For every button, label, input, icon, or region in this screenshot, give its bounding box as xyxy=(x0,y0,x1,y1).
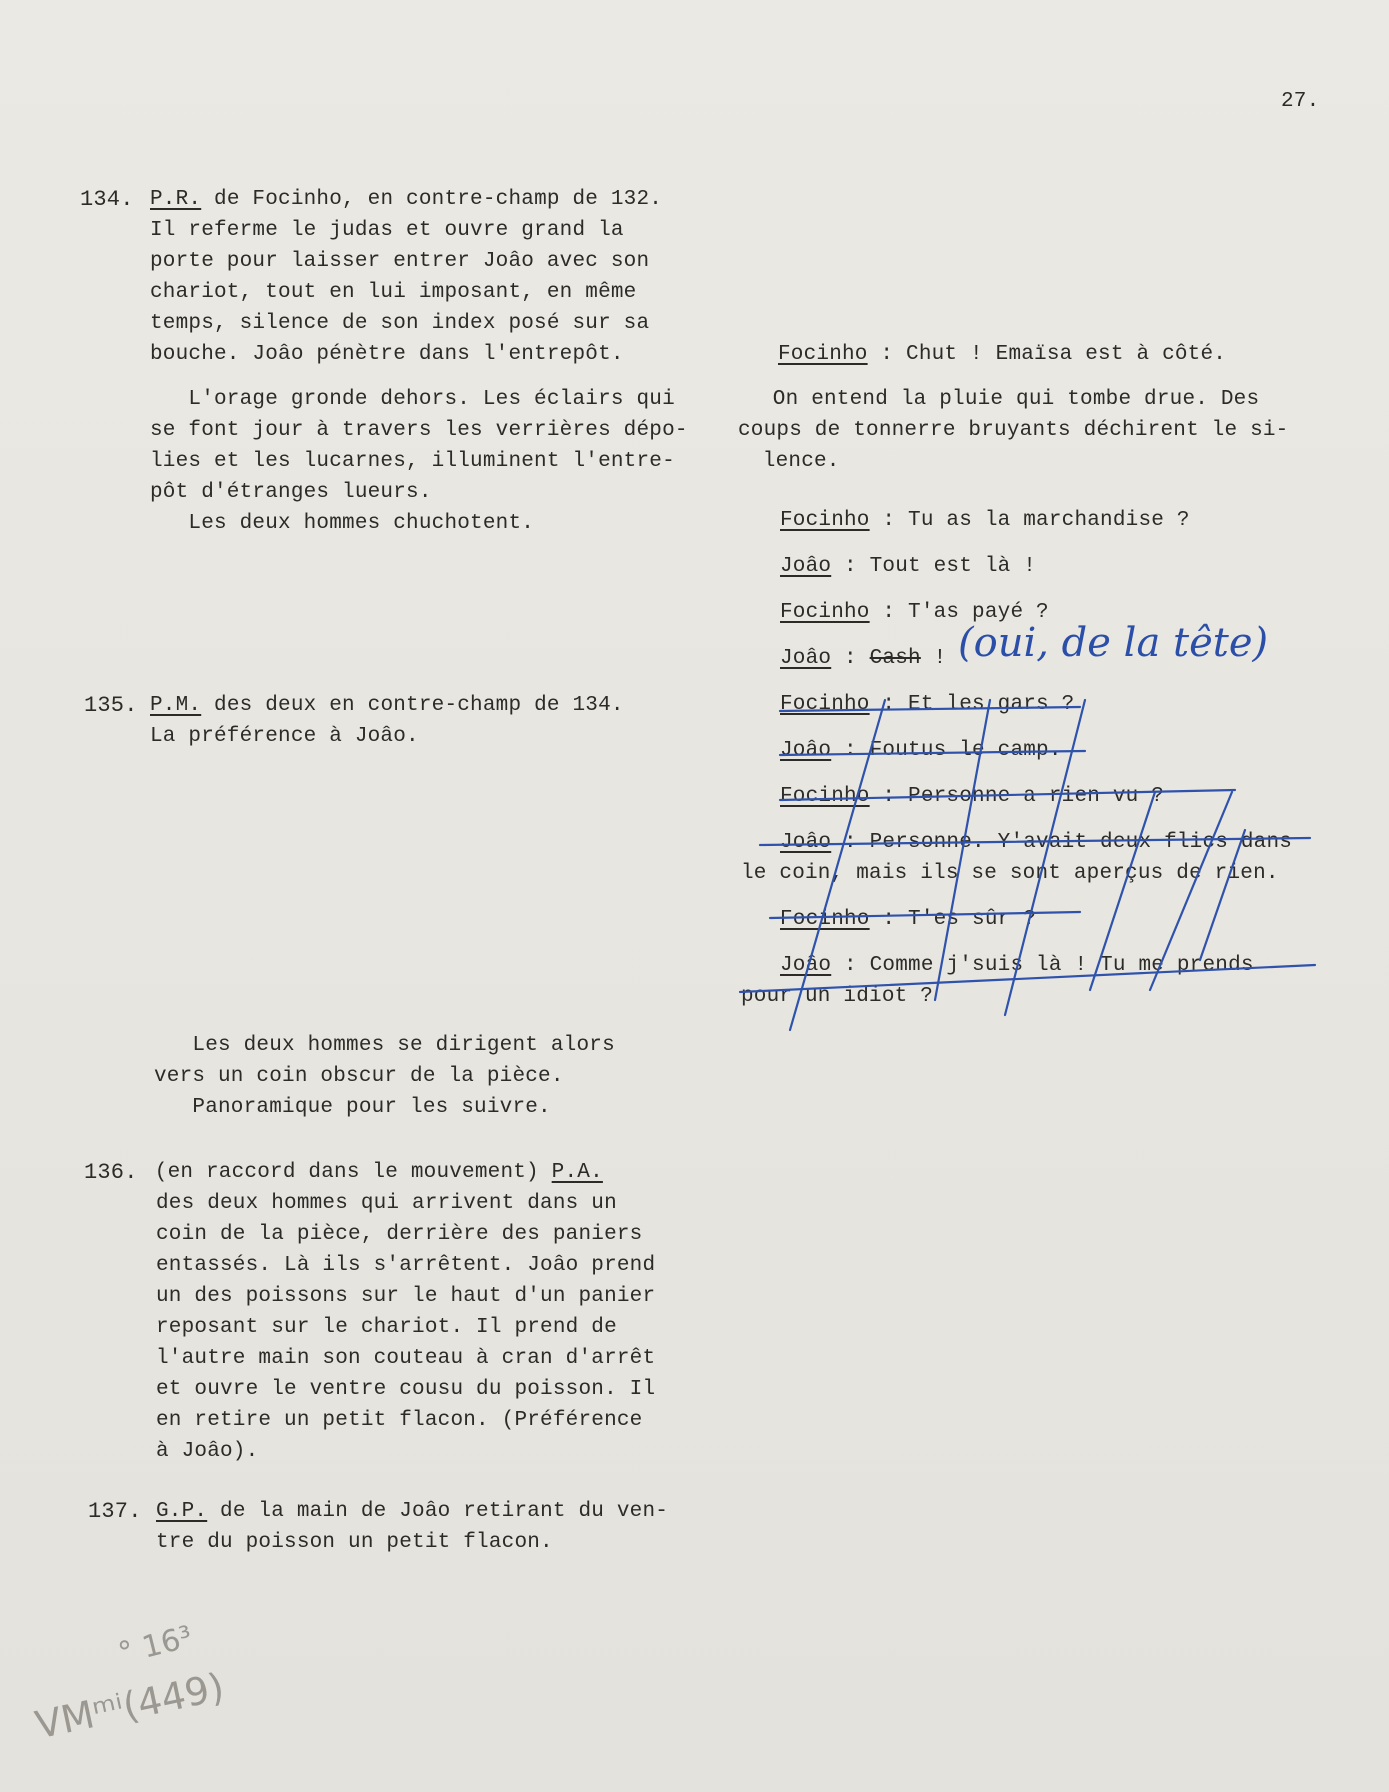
shot-type-gp: G.P. xyxy=(156,1500,208,1523)
shot-134-para-1: L'orage gronde dehors. Les éclairs qui xyxy=(150,388,675,411)
shot-136-pre-text: (en raccord dans le mouvement) xyxy=(142,1161,552,1184)
page-number: 27. xyxy=(1281,90,1320,113)
hatch-line xyxy=(1200,830,1245,960)
shot-134-para-2: se font jour à travers les verrières dépo- xyxy=(150,419,688,442)
hatch-line xyxy=(1005,700,1085,1015)
shot-134-line-4: temps, silence de son index posé sur sa xyxy=(150,312,650,335)
strike-line xyxy=(780,751,1085,755)
shot-type-pa: P.A. xyxy=(551,1161,603,1184)
speaker-name: Focinho xyxy=(780,908,870,931)
shot-136-line-8: en retire un petit flacon. (Préférence xyxy=(156,1409,643,1432)
shot-136-line-3: entassés. Là ils s'arrêtent. Joâo prend xyxy=(156,1254,656,1277)
shot-134-head-text: de Focinho, en contre-champ de 132. xyxy=(201,188,663,211)
shot-134-line-5: bouche. Joâo pénètre dans l'entrepôt. xyxy=(150,343,624,366)
speaker-name: Focinho xyxy=(780,509,870,532)
shot-134-para-4: pôt d'étranges lueurs. xyxy=(150,481,432,504)
dialogue-text: : Comme j'suis là ! Tu me prends xyxy=(831,954,1254,977)
shot-136-line-9: à Joâo). xyxy=(156,1440,259,1463)
shot-134-line-3: chariot, tout en lui imposant, en même xyxy=(150,281,637,304)
dialogue-continuation: le coin, mais ils se sont aperçus de rien. xyxy=(741,862,1279,885)
shot-number-136: 136. xyxy=(84,1160,138,1185)
struck-word: Cash xyxy=(869,647,921,670)
hatch-line xyxy=(1090,792,1155,990)
speaker-name: Focinho xyxy=(780,785,870,808)
dialogue-text: : T'es sûr ? xyxy=(869,908,1037,931)
speaker-name: Joâo xyxy=(780,647,832,670)
shot-136-line-4: un des poissons sur le haut d'un panier xyxy=(156,1285,656,1308)
shot-137-head-text: de la main de Joâo retirant du ven- xyxy=(207,1500,669,1523)
speaker-name: Focinho xyxy=(780,601,870,624)
speaker-name: Joâo xyxy=(780,739,832,762)
hatch-line xyxy=(1150,792,1232,990)
strike-line xyxy=(740,965,1315,992)
speaker-name: Joâo xyxy=(780,555,832,578)
dialogue-continuation: pour un idiot ? xyxy=(741,985,934,1008)
hatch-line xyxy=(935,700,990,1000)
speaker-name: Joâo xyxy=(780,831,832,854)
shot-137-line-1: tre du poisson un petit flacon. xyxy=(156,1531,553,1554)
dialogue-text: ! xyxy=(920,647,947,670)
pencil-mark-top: ° 16³ xyxy=(114,1619,196,1672)
strike-line xyxy=(770,912,1080,918)
strike-line xyxy=(780,707,1080,711)
shot-135-para-1: Les deux hommes se dirigent alors xyxy=(154,1034,615,1057)
dialogue-text: : T'as payé ? xyxy=(869,601,1049,624)
sound-line-2: coups de tonnerre bruyants déchirent le si- xyxy=(738,419,1289,442)
shot-135-para-2: vers un coin obscur de la pièce. xyxy=(154,1065,564,1088)
shot-136-line-6: l'autre main son couteau à cran d'arrêt xyxy=(156,1347,656,1370)
strike-line xyxy=(780,790,1235,800)
dialogue-text: : Personne a rien vu ? xyxy=(869,785,1165,808)
shot-number-134: 134. xyxy=(80,187,134,212)
dialogue-separator: : xyxy=(831,647,870,670)
shot-134-line-1: Il referme le judas et ouvre grand la xyxy=(150,219,624,242)
shot-136-line-1: des deux hommes qui arrivent dans un xyxy=(156,1192,617,1215)
shot-135-para-3: Panoramique pour les suivre. xyxy=(154,1096,551,1119)
shot-type-pr: P.R. xyxy=(150,188,202,211)
dialogue-text: : Tout est là ! xyxy=(831,555,1037,578)
speaker-name: Focinho xyxy=(778,343,868,366)
shot-134-line-2: porte pour laisser entrer Joâo avec son xyxy=(150,250,650,273)
shot-135-line-1: La préférence à Joâo. xyxy=(150,725,419,748)
hatch-line xyxy=(790,700,885,1030)
speaker-name: Joâo xyxy=(780,954,832,977)
dialogue-text: : Chut ! Emaïsa est à côté. xyxy=(867,343,1227,366)
shot-136-line-2: coin de la pièce, derrière des paniers xyxy=(156,1223,643,1246)
shot-type-pm: P.M. xyxy=(150,694,202,717)
shot-134-para-3: lies et les lucarnes, illuminent l'entre- xyxy=(150,450,675,473)
shot-135-head-text: des deux en contre-champ de 134. xyxy=(201,694,624,717)
shot-136-line-7: et ouvre le ventre cousu du poisson. Il xyxy=(156,1378,656,1401)
dialogue-text: : Tu as la marchandise ? xyxy=(869,509,1190,532)
sound-line-1: On entend la pluie qui tombe drue. Des xyxy=(760,388,1260,411)
shot-136-line-5: reposant sur le chariot. Il prend de xyxy=(156,1316,617,1339)
shot-134-para-5: Les deux hommes chuchotent. xyxy=(150,512,535,535)
speaker-name: Focinho xyxy=(780,693,870,716)
dialogue-text: : Foutus le camp. xyxy=(831,739,1062,762)
pencil-mark-bottom: VMᵐⁱ(449) xyxy=(31,1664,228,1748)
dialogue-text: : Personne. Y'avait deux flics dans xyxy=(831,831,1293,854)
dialogue-text: : Et les gars ? xyxy=(869,693,1075,716)
handwritten-note: (oui, de la tête) xyxy=(958,620,1269,666)
shot-number-135: 135. xyxy=(84,693,138,718)
sound-line-3: lence. xyxy=(750,450,840,473)
shot-number-137: 137. xyxy=(88,1499,142,1524)
